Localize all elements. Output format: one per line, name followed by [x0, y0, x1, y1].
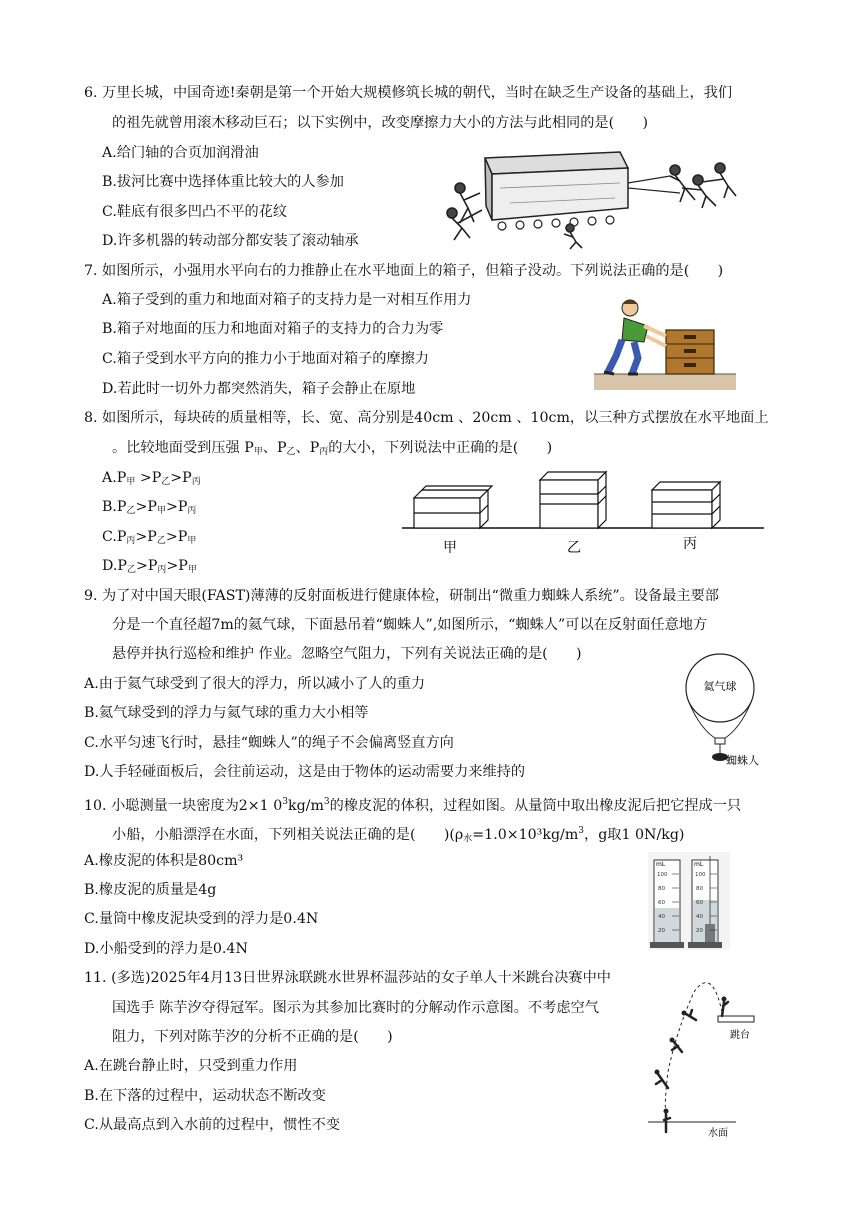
label-yi: 乙 [567, 540, 581, 556]
label-bing: 丙 [683, 536, 697, 552]
q10-stem-line1: 10. 小聪测量一块密度为2×1 $0^3kg/m^3$的橡皮泥的体积，过程如图。从量筒中取出橡皮泥后把它捏成一只 [84, 797, 742, 814]
q8-stem-line2: 。比较地面受到压强 $P_甲$、$P_乙$、$P_丙$的大小，下列说法中正确的是( ) [112, 440, 553, 457]
q8-option-d: $D.P_乙>P_丙>P_甲$ [102, 558, 197, 575]
cyl-right-unit: mL [694, 861, 704, 868]
q10-stem-line2: 小船，小船漂浮在水面，下列相关说法正确的是( )($\rho_水=1.0\times 10^3kg/m^3$，g取1 0N/kg) [112, 826, 685, 844]
platform-label: 跳台 [730, 1030, 750, 1041]
boy-pushing-box-illustration [594, 296, 736, 390]
q9-option-d: D.人手轻碰面板后，会往前运动，这是由于物体的运动需要力来维持的 [84, 764, 526, 780]
q10-option-a: A.橡皮泥的体积是80cm³ [84, 853, 244, 869]
spiderman-label: 蜘蛛人 [726, 754, 759, 767]
cyl-right-tick-100: 100 [695, 872, 706, 878]
q9-option-c: C.水平匀速飞行时，悬挂“蜘蛛人”的绳子不会偏离竖直方向 [84, 735, 454, 751]
q11-stem-line3: 阻力，下列对陈芋汐的分析不正确的是( ) [112, 1029, 393, 1045]
q7-stem: 7. 如图所示，小强用水平向右的力推静止在水平地面上的箱子，但箱子没动。下列说法正确的是( ) [84, 263, 724, 279]
water-surface-label: 水面 [708, 1128, 728, 1139]
q9-stem-line2: 分是一个直径超7m的氦气球，下面悬吊着“蜘蛛人”,如图所示，“蜘蛛人”可以在反射面任意地方 [112, 617, 708, 633]
q6-stem-line2: 的祖先就曾用滚木移动巨石；以下实例中，改变摩擦力大小的方法与此相同的是( ) [112, 115, 649, 131]
q8-stem-line1: 8. 如图所示，每块砖的质量相等，长、宽、高分别是40cm 、20cm 、10cm，以三种方式摆放在水平地面上 [84, 410, 769, 426]
q11-stem-line1: 11. (多选)2025年4月13日世界泳联跳水世界杯温莎站的女子单人十米跳台决赛中中 [84, 970, 611, 986]
q7-option-a: A.箱子受到的重力和地面对箱子的支持力是一对相互作用力 [102, 292, 472, 308]
q9-stem-line3: 悬停并执行巡检和维护 作业。忽略空气阻力，下列有关说法正确的是( ) [112, 646, 582, 662]
cyl-left-tick-20: 20 [658, 928, 665, 934]
cyl-right-tick-20: 20 [696, 928, 703, 934]
cyl-right-tick-80: 80 [696, 886, 703, 892]
q6-stem-line1: 6. 万里长城，中国奇迹!秦朝是第一个开始大规模修筑长城的朝代，当时在缺乏生产设备的基础上，我们 [84, 85, 733, 101]
q7-option-c: C.箱子受到水平方向的推力小于地面对箱子的摩擦力 [102, 351, 429, 367]
cyl-left-tick-100: 100 [657, 872, 668, 878]
q10-option-b: B.橡皮泥的质量是4g [84, 882, 217, 898]
cyl-left-unit: mL [656, 861, 666, 868]
q11-option-a: A.在跳台静止时，只受到重力作用 [84, 1058, 298, 1074]
cyl-right-tick-40: 40 [696, 914, 703, 920]
q6-option-b: B.拔河比赛中选择体重比较大的人参加 [102, 174, 344, 190]
brick-arrangement-figure [400, 464, 766, 564]
q8-option-a: $A.P_甲 >P_乙>P_丙$ [102, 470, 201, 487]
q9-option-b: B.氦气球受到的浮力与氦气球的重力大小相等 [84, 705, 369, 721]
q6-option-a: A.给门轴的合页加润滑油 [102, 145, 259, 161]
q6-option-d: D.许多机器的转动部分都安装了滚动轴承 [102, 233, 359, 249]
q11-option-b: B.在下落的过程中，运动状态不断改变 [84, 1088, 326, 1104]
diving-sequence-figure [646, 972, 776, 1140]
q11-option-c: C.从最高点到入水前的过程中，惯性不变 [84, 1117, 341, 1133]
helium-balloon-spiderman-figure [670, 650, 770, 772]
cyl-right-tick-60: 60 [696, 900, 703, 906]
label-jia: 甲 [443, 540, 457, 556]
q7-option-d: D.若此时一切外力都突然消失，箱子会静止在原地 [102, 381, 416, 397]
q9-stem-line1: 9. 为了对中国天眼(FAST)薄薄的反射面板进行健康体检，研制出“微重力蜘蛛人系统”。设备最主要部 [84, 588, 719, 604]
q8-option-b: $B.P_乙>P_甲>P_丙$ [102, 499, 197, 516]
q7-option-b: B.箱子对地面的压力和地面对箱子的支持力的合力为零 [102, 321, 444, 337]
q11-stem-line2: 国选手 陈芋汐夺得冠军。图示为其参加比赛时的分解动作示意图。不考虑空气 [112, 1000, 599, 1016]
cyl-left-tick-80: 80 [658, 886, 665, 892]
q9-option-a: A.由于氦气球受到了很大的浮力，所以减小了人的重力 [84, 676, 426, 692]
balloon-label: 氦气球 [703, 680, 737, 693]
q10-option-d: D.小船受到的浮力是0.4N [84, 941, 248, 957]
cyl-left-tick-40: 40 [658, 914, 665, 920]
great-wall-rolling-stone-illustration [440, 148, 740, 250]
q6-option-c: C.鞋底有很多凹凸不平的花纹 [102, 204, 288, 220]
cyl-left-tick-60: 60 [658, 900, 665, 906]
q8-option-c: $C.P_丙>P_乙>P_甲$ [102, 529, 197, 546]
q10-option-c: C.量筒中橡皮泥块受到的浮力是0.4N [84, 911, 319, 927]
measuring-cylinders-figure [648, 852, 730, 950]
